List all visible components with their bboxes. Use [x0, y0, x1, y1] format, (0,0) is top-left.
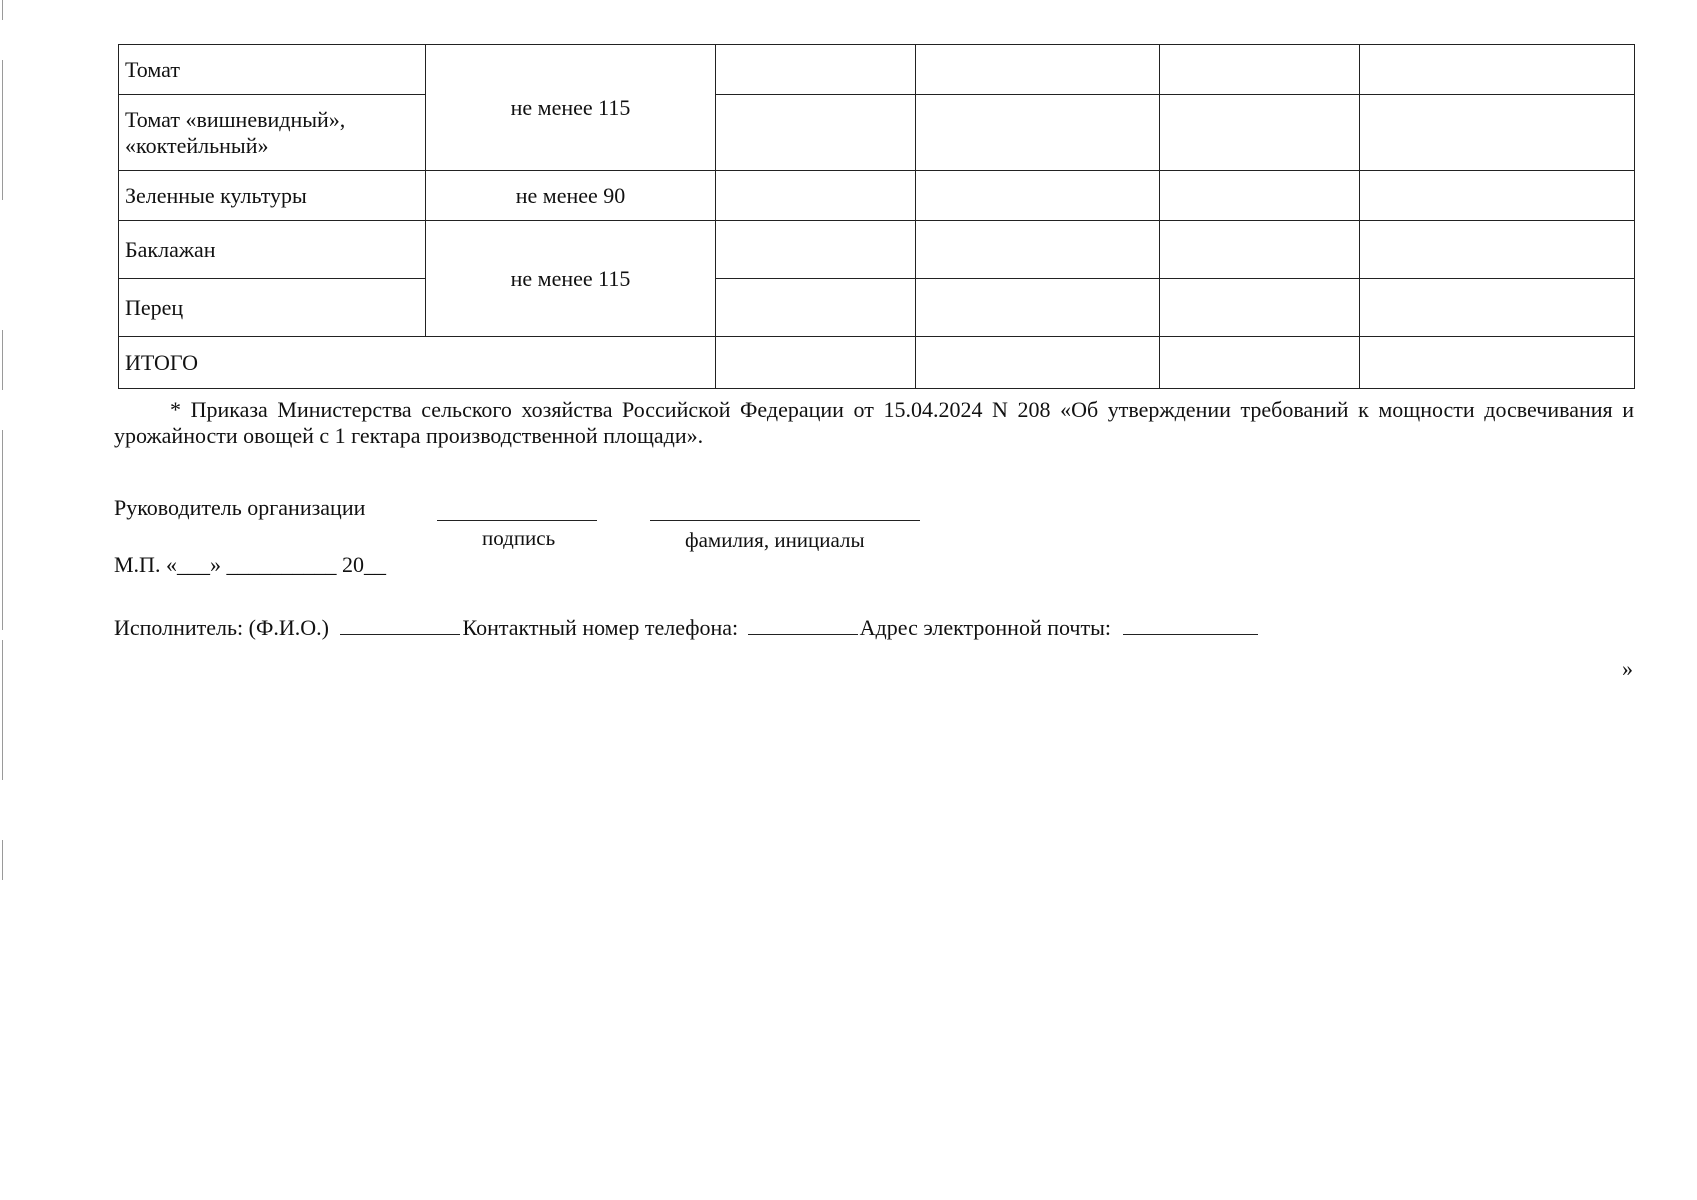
table-cell: [916, 95, 1160, 171]
yield-requirement: не менее 115: [426, 221, 716, 337]
phone-label: Контактный номер телефона:: [462, 615, 739, 640]
crop-name: Зеленные культуры: [119, 171, 426, 221]
table-cell: [716, 221, 916, 279]
signature-blank: [437, 520, 597, 521]
yield-requirement: не менее 115: [426, 45, 716, 171]
table-row: [119, 279, 1635, 337]
table-cell: [1160, 95, 1360, 171]
footnote: * Приказа Министерства сельского хозяйства Российской Федерации от 15.04.2024 N 208 «Об утверждении требований к мощности досвечивания и урожайности овощей с 1 гектара производственной площади».: [114, 397, 1634, 448]
scan-edge-mark: [2, 640, 3, 780]
table-cell: [1160, 171, 1360, 221]
table-row: [119, 337, 1635, 389]
crop-name: Томат: [119, 45, 426, 95]
yield-table: [118, 44, 1635, 389]
table-cell: [1160, 279, 1360, 337]
name-blank: [650, 520, 920, 521]
crop-name: Перец: [119, 279, 426, 337]
table-cell: [716, 45, 916, 95]
contacts-line: [114, 615, 1258, 641]
signature-caption: подпись: [482, 526, 556, 550]
table-cell: [1160, 221, 1360, 279]
executor-blank: [340, 616, 460, 635]
table-cell: [716, 337, 916, 389]
stamp-date-line: М.П. «___» __________ 20__: [114, 552, 386, 577]
table-row: [119, 171, 1635, 221]
scan-edge-mark: [2, 430, 3, 630]
table-row: [119, 221, 1635, 279]
phone-blank: [748, 616, 858, 635]
name-caption: фамилия, инициалы: [685, 528, 865, 552]
scan-edge-mark: [2, 0, 3, 20]
table-cell: [716, 95, 916, 171]
table-cell: [916, 337, 1160, 389]
table-cell: [916, 45, 1160, 95]
table-cell: [1360, 279, 1635, 337]
table-cell: [1360, 171, 1635, 221]
table-cell: [1360, 337, 1635, 389]
scan-edge-mark: [2, 330, 3, 390]
table-row: [119, 45, 1635, 95]
total-label: ИТОГО: [119, 337, 716, 389]
table-cell: [1160, 45, 1360, 95]
table-row: [119, 95, 1635, 171]
table-cell: [1360, 221, 1635, 279]
closing-quote: »: [1622, 656, 1633, 681]
scan-edge-mark: [2, 60, 3, 200]
scan-edge-mark: [2, 840, 3, 880]
executor-label: Исполнитель: (Ф.И.О.): [114, 615, 329, 640]
email-label: Адрес электронной почты:: [859, 615, 1111, 640]
crop-name: Баклажан: [119, 221, 426, 279]
table-cell: [716, 171, 916, 221]
table-cell: [1360, 95, 1635, 171]
table-cell: [916, 221, 1160, 279]
crop-name: Томат «вишневидный», «коктейльный»: [119, 95, 426, 171]
table-cell: [1360, 45, 1635, 95]
table-cell: [916, 279, 1160, 337]
email-blank: [1123, 616, 1258, 635]
table-cell: [716, 279, 916, 337]
table-cell: [916, 171, 1160, 221]
table-cell: [1160, 337, 1360, 389]
head-label: Руководитель организации: [114, 495, 366, 520]
yield-requirement: не менее 90: [426, 171, 716, 221]
